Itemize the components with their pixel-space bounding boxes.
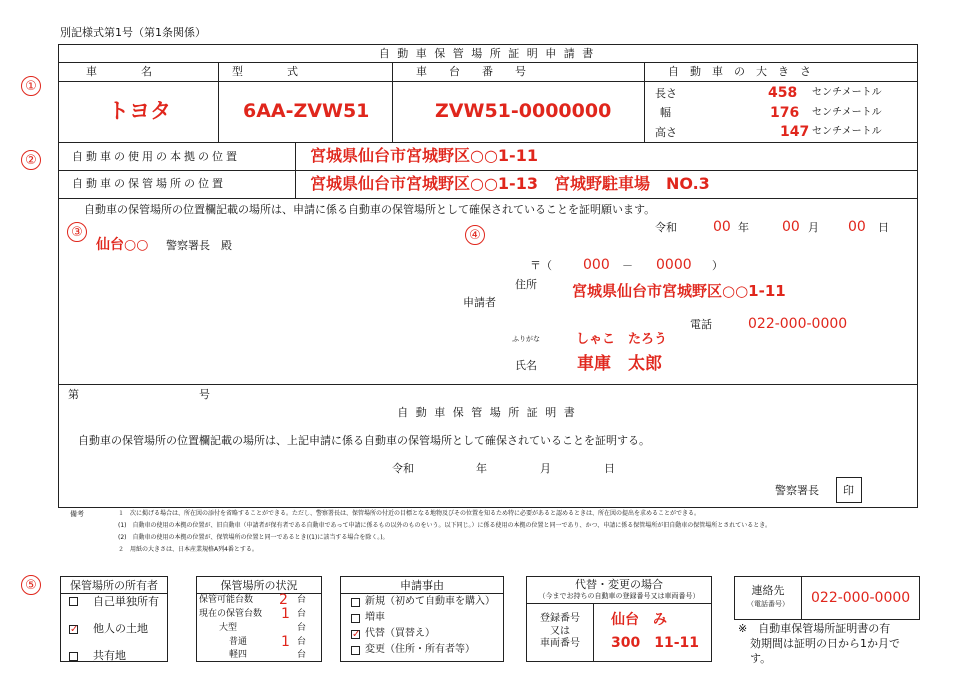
postal-mark: 〒（: [530, 259, 552, 272]
address-label: 住所: [515, 278, 537, 291]
applicant-furigana: しゃこ たろう: [576, 332, 668, 347]
header-vehicle-name: 車 名: [86, 65, 152, 78]
length-value: 458: [768, 85, 798, 101]
height-value: 147: [780, 124, 810, 140]
reason-replace-label: 代替（買替え）: [365, 628, 435, 639]
contact-box: [734, 576, 920, 620]
certificate-month-unit: 月: [540, 462, 551, 475]
status-current-label: 現在の保管台数: [199, 609, 263, 619]
status-kei-label: 軽四: [229, 650, 248, 660]
certificate-year-unit: 年: [476, 462, 487, 475]
replacement-box-subtitle: （今までお持ちの自動車の登録番号又は車両番号）: [538, 592, 700, 600]
replacement-label-3: 車両番号: [540, 638, 580, 649]
owner-option-shared-label: 共有地: [93, 649, 126, 662]
replacement-label-1: 登録番号: [540, 613, 580, 624]
header-chassis: 車 台 番 号: [416, 65, 526, 78]
applicant-name: 車庫 太郎: [577, 354, 662, 374]
note-line-3: (2) 自動車の使用の本拠の位置が、保管場所の位置と同一であるとき((1)に該当する場合を除く。)。: [118, 534, 389, 541]
base-location-label: 自動車の使用の本拠の位置: [72, 150, 240, 163]
vehicle-name-value: トヨタ: [108, 99, 171, 123]
vehicle-model-value: 6AA-ZVW51: [243, 100, 370, 122]
police-station-name: 仙台○○: [96, 237, 149, 253]
certificate-number-suffix: 号: [199, 388, 210, 401]
reason-change-label: 変更（住所・所有者等）: [365, 644, 475, 655]
application-day: 00: [848, 219, 866, 235]
replacement-label-2: 又は: [550, 626, 570, 637]
postal-code-1: 000: [583, 257, 610, 273]
reason-box-title: 申請事由: [400, 579, 444, 592]
contact-phone: 022-000-0000: [811, 590, 911, 606]
note-line-4: ２ 用紙の大きさは、日本産業規格A列4番とする。: [118, 546, 258, 553]
certificate-title: 自 動 車 保 管 場 所 証 明 書: [397, 406, 577, 419]
owner-box-title: 保管場所の所有者: [70, 579, 158, 592]
status-box: [196, 576, 322, 662]
footnote-line-1: ※ 自動車保管場所証明書の有: [738, 622, 891, 635]
replacement-plate-line2: 300 11-11: [611, 635, 699, 651]
name-label: 氏名: [515, 359, 537, 372]
marker-4: ④: [465, 225, 485, 245]
notes-label: 備考: [70, 510, 84, 518]
application-month: 00: [782, 219, 800, 235]
base-location-value: 宮城県仙台市宮城野区○○1-11: [310, 146, 538, 165]
height-label: 高さ: [655, 126, 677, 139]
width-label: 幅: [660, 106, 671, 119]
owner-option-self-checkbox[interactable]: [69, 597, 78, 606]
status-box-title: 保管場所の状況: [220, 579, 298, 592]
application-era: 令和: [655, 221, 677, 234]
postal-code-2: 0000: [656, 257, 692, 273]
storage-location-label: 自動車の保管場所の位置: [72, 177, 226, 190]
status-normal-unit: 台: [297, 637, 307, 647]
note-line-2: (1) 自動車の使用の本拠の位置が、旧自動車（申請者が保有者である自動車であって申請に係るもの以外のものをいう。以下同じ。）に係る使用の本拠の位置と同一であり、かつ、申請に係る保管場所が旧自動車の保管場所とされているとき。: [118, 522, 771, 529]
status-capacity-value: 2: [279, 592, 288, 608]
marker-2: ②: [21, 150, 41, 170]
note-line-1: １ 次に掲げる場合は、所在図の添付を省略することができる。ただし、警察署長は、保管場所の付近の目標となる地物及びその位置を知るため特に必要があると認めるときは、所在図の提出を求めることができる。: [118, 510, 701, 517]
seal-box: [836, 477, 862, 503]
owner-box: [60, 576, 168, 662]
owner-option-self-label: 自己単独所有: [93, 595, 159, 608]
marker-5: ⑤: [21, 575, 41, 595]
reason-increase-checkbox[interactable]: [351, 614, 360, 623]
replacement-box-title: 代替・変更の場合: [575, 578, 663, 591]
form-code: 別記様式第1号（第1条関係）: [60, 26, 206, 39]
applicant-address: 宮城県仙台市宮城野区○○1-11: [572, 282, 786, 300]
phone-label: 電話: [690, 318, 712, 331]
status-current-value: 1: [281, 606, 290, 622]
status-kei-unit: 台: [297, 650, 307, 660]
contact-sublabel: （電話番号）: [747, 600, 789, 608]
application-day-unit: 日: [878, 221, 889, 234]
status-capacity-label: 保管可能台数: [199, 595, 254, 605]
certificate-era: 令和: [392, 462, 414, 475]
application-statement: 自動車の保管場所の位置欄記載の場所は、申請に係る自動車の保管場所として確保されていることを証明願います。: [84, 203, 656, 216]
reason-increase-label: 増車: [365, 612, 385, 623]
width-value: 176: [770, 105, 800, 121]
applicant-phone: 022-000-0000: [748, 316, 848, 332]
status-large-label: 大型: [219, 623, 238, 633]
certificate-chief: 警察署長: [775, 484, 819, 497]
form-title: 自 動 車 保 管 場 所 証 明 申 請 書: [378, 47, 596, 60]
reason-new-checkbox[interactable]: [351, 598, 360, 607]
reason-box: [340, 576, 504, 662]
storage-location-value: 宮城県仙台市宮城野区○○1-13 宮城野駐車場 NO.3: [310, 174, 710, 193]
length-unit: センチメートル: [812, 87, 882, 98]
header-model: 型 式: [232, 65, 298, 78]
application-year-unit: 年: [738, 221, 749, 234]
width-unit: センチメートル: [812, 107, 882, 118]
chassis-number-value: ZVW51-0000000: [435, 100, 612, 122]
police-chief-label: 警察署長 殿: [166, 239, 232, 252]
status-capacity-unit: 台: [297, 595, 307, 605]
postal-close: ）: [712, 259, 723, 272]
height-unit: センチメートル: [812, 126, 882, 137]
replacement-box: [526, 576, 712, 662]
status-normal-label: 普通: [229, 637, 248, 647]
status-normal-value: 1: [281, 634, 290, 650]
length-label: 長さ: [655, 87, 677, 100]
applicant-label: 申請者: [463, 296, 496, 309]
header-size: 自 動 車 の 大 き さ: [668, 65, 811, 78]
replacement-plate-line1: 仙台 み: [611, 612, 667, 628]
marker-3: ③: [67, 222, 87, 242]
owner-option-other-checkbox[interactable]: ✓: [70, 624, 79, 635]
footnote-line-2: 効期間は証明の日から1か月で: [750, 637, 900, 650]
owner-option-other-label: 他人の土地: [93, 622, 148, 635]
marker-1: ①: [21, 76, 41, 96]
status-large-unit: 台: [297, 623, 307, 633]
certificate-day-unit: 日: [604, 462, 615, 475]
furigana-label: ふりがな: [512, 335, 540, 343]
certificate-statement: 自動車の保管場所の位置欄記載の場所は、上記申請に係る自動車の保管場所として確保されていることを証明する。: [78, 434, 650, 447]
status-current-unit: 台: [297, 609, 307, 619]
application-year: 00: [713, 219, 731, 235]
reason-new-label: 新規（初めて自動車を購入）: [365, 596, 495, 607]
reason-replace-checkbox[interactable]: ✓: [352, 629, 361, 640]
owner-option-shared-checkbox[interactable]: [69, 652, 78, 661]
application-month-unit: 月: [808, 221, 819, 234]
certificate-number-label: 第: [68, 388, 79, 401]
seal-label: 印: [843, 484, 854, 497]
postal-dash: －: [622, 259, 633, 272]
contact-label: 連絡先: [751, 584, 785, 597]
reason-change-checkbox[interactable]: [351, 646, 360, 655]
footnote-line-3: す。: [750, 652, 772, 665]
